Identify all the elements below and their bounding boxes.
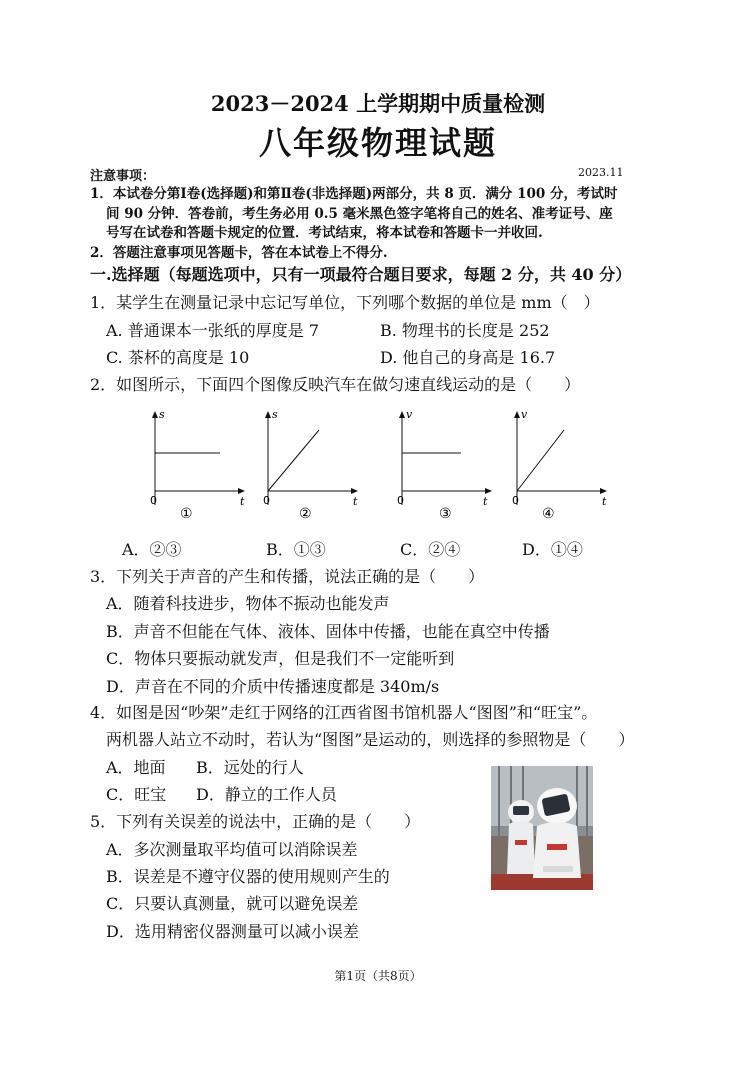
graph-4-x-arrow (600, 488, 607, 494)
q2-option-a: A．②③ (122, 540, 182, 559)
graph-1 (140, 408, 250, 527)
section-heading: 一.选择题（每题选项中，只有一项最符合题目要求，每题 2 分，共 40 分） (90, 265, 632, 284)
graph-4-origin: 0 (512, 494, 519, 507)
graph-1-x-arrow (238, 488, 245, 494)
graph-4 (502, 408, 612, 527)
q3-option-b: B．声音不但能在气体、液体、固体中传播，也能在真空中传播 (106, 622, 550, 641)
graph-1-number: ① (180, 506, 193, 522)
q1-option-d: D. 他自己的身高是 16.7 (380, 348, 556, 367)
note-2: 2．答题注意事项见答题卡，答在本试卷上不得分. (90, 245, 388, 261)
graph-2 (253, 408, 363, 527)
graph-2-line (268, 430, 319, 491)
graph-3 (387, 408, 497, 527)
q4-stem-line-2: 两机器人站立不动时，若认为“图图”是运动的，则选择的参照物是（ ） (106, 730, 635, 749)
graph-1-y-label: s (159, 408, 165, 421)
graph-2-x-arrow (351, 488, 358, 494)
q3-option-d: D．声音在不同的介质中传播速度都是 340m/s (106, 677, 440, 696)
exam-title: 2023－2024 上学期期中质量检测 (210, 91, 546, 116)
robot-photo (491, 766, 593, 890)
graph-1-x-label: t (240, 495, 245, 508)
graph-2-y-label: s (272, 408, 278, 421)
graph-4-svg (502, 408, 612, 523)
graph-4-y-label: v (521, 408, 528, 421)
q5-option-c: C．只要认真测量，就可以避免误差 (106, 894, 359, 913)
graph-3-origin: 0 (397, 494, 404, 507)
graph-2-origin: 0 (263, 494, 270, 507)
graph-3-x-arrow (485, 488, 492, 494)
exam-date: 2023.11 (578, 166, 624, 179)
graph-2-x-label: t (353, 495, 358, 508)
q2-option-c: C．②④ (400, 540, 461, 559)
q5-option-b: B．误差是不遵守仪器的使用规则产生的 (106, 867, 390, 886)
graph-3-svg (387, 408, 497, 523)
q4-option-c: C．旺宝 (106, 785, 167, 804)
graph-4-line (517, 430, 564, 491)
q2-option-b: B．①③ (266, 540, 326, 559)
graph-4-number: ④ (542, 506, 555, 522)
q3-option-a: A．随着科技进步，物体不振动也能发声 (106, 594, 390, 613)
graph-1-svg (140, 408, 250, 523)
note-1-line-2: 间 90 分钟．答卷前，考生务必用 0.5 毫米黑色签字笔将自己的姓名、准考证号、座 (106, 206, 613, 222)
graph-4-y-arrow (514, 411, 520, 418)
robot-photo-svg (491, 766, 593, 890)
page-number: 第1页（共8页） (334, 969, 422, 983)
exam-subject-title: 八年级物理试题 (258, 124, 497, 162)
q4-option-a: A．地面 (106, 758, 166, 777)
q3-stem: 3．下列关于声音的产生和传播，说法正确的是（ ） (90, 567, 485, 586)
q4-option-d: D．静立的工作人员 (196, 785, 337, 804)
note-1-line-3: 号写在试卷和答题卡规定的位置．考试结束，将本试卷和答题卡一并收回. (106, 225, 543, 241)
q4-stem-line-1: 4．如图是因“吵架”走红于网络的江西省图书馆机器人“图图”和“旺宝”。 (90, 703, 598, 722)
graph-4-x-label: t (602, 495, 607, 508)
graph-3-x-label: t (483, 495, 488, 508)
q4-option-b: B．远处的行人 (196, 758, 304, 777)
graph-3-y-arrow (399, 411, 405, 418)
graph-3-y-label: v (406, 408, 413, 421)
q5-option-a: A．多次测量取平均值可以消除误差 (106, 840, 358, 859)
note-1-line-1: 1．本试卷分第Ⅰ卷(选择题)和第Ⅱ卷(非选择题)两部分，共 8 页．满分 100 分，考试时 (90, 186, 618, 202)
q2-option-d: D．①④ (522, 540, 583, 559)
graph-2-svg (253, 408, 363, 523)
graph-3-number: ③ (439, 506, 452, 522)
q5-option-d: D．选用精密仪器测量可以减小误差 (106, 922, 359, 941)
graph-1-origin: 0 (150, 494, 157, 507)
graph-2-y-arrow (265, 411, 271, 418)
q1-option-a: A. 普通课本一张纸的厚度是 7 (106, 321, 319, 340)
graph-2-number: ② (299, 506, 312, 522)
q5-stem: 5．下列有关误差的说法中，正确的是（ ） (90, 812, 421, 831)
graph-1-y-arrow (152, 411, 158, 418)
q1-stem: 1．某学生在测量记录中忘记写单位，下列哪个数据的单位是 mm（ ） (90, 293, 600, 312)
q1-option-c: C. 茶杯的高度是 10 (106, 348, 250, 367)
q2-stem: 2．如图所示，下面四个图像反映汽车在做匀速直线运动的是（ ） (90, 375, 581, 394)
q3-option-c: C．物体只要振动就发声，但是我们不一定能听到 (106, 649, 455, 668)
q1-option-b: B. 物理书的长度是 252 (380, 321, 550, 340)
notes-label: 注意事项： (90, 169, 156, 184)
